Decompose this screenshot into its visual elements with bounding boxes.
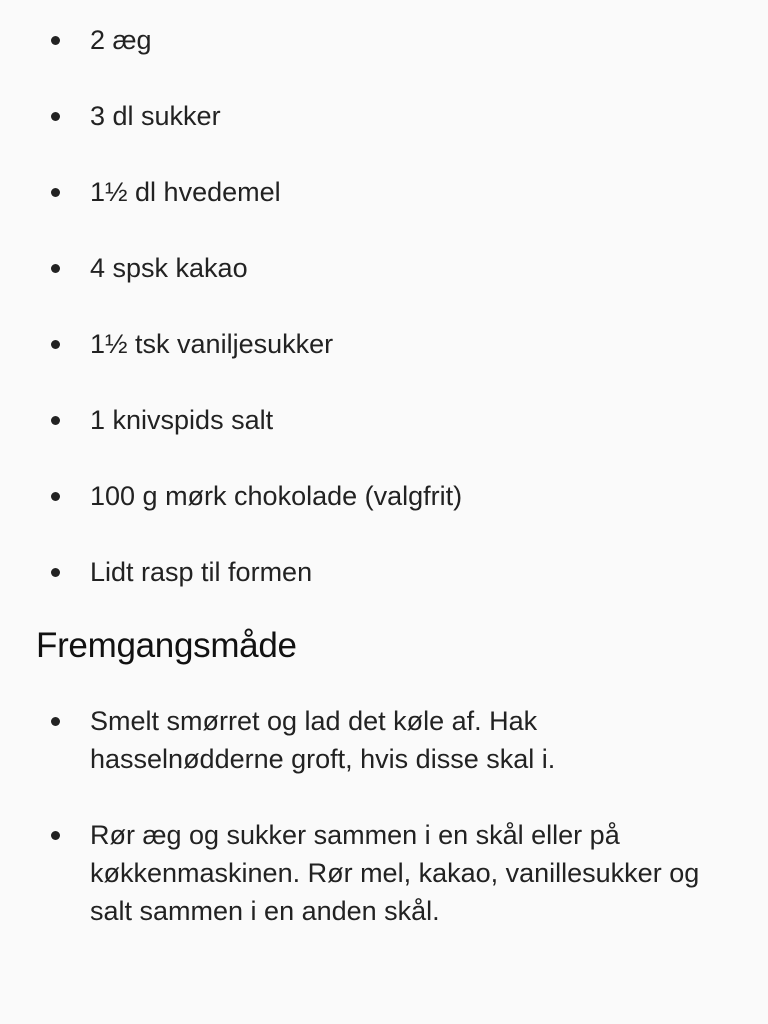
bullet-icon (51, 416, 60, 425)
bullet-icon (51, 188, 60, 197)
bullet-icon (51, 831, 60, 840)
list-item (36, 816, 732, 930)
bullet-icon (51, 568, 60, 577)
bullet-icon (51, 264, 60, 273)
bullet-icon (51, 717, 60, 726)
list-item (36, 250, 732, 286)
ingredient-text: 1½ tsk vaniljesukker (90, 329, 334, 359)
ingredient-text: Lidt rasp til formen (90, 557, 313, 587)
step-text: Smelt smørret og lad det køle af. Hak hasselnødderne groft, hvis disse skal i. (90, 706, 556, 774)
ingredient-text: 4 spsk kakao (90, 253, 248, 283)
list-item (36, 478, 732, 514)
bullet-icon (51, 492, 60, 501)
method-heading: Fremgangsmåde (36, 626, 297, 665)
ingredient-text: 2 æg (90, 25, 152, 55)
list-item (36, 174, 732, 210)
list-item (36, 702, 732, 778)
ingredient-text: 1 knivspids salt (90, 405, 274, 435)
bullet-icon (51, 36, 60, 45)
list-item (36, 402, 732, 438)
list-item (36, 554, 732, 590)
step-text: Rør æg og sukker sammen i en skål eller på køkkenmaskinen. Rør mel, kakao, vanillesukker og salt sammen i en anden skål. (90, 820, 700, 926)
ingredient-text: 1½ dl hvedemel (90, 177, 281, 207)
ingredient-list (36, 0, 732, 590)
bullet-icon (51, 112, 60, 121)
list-item (36, 326, 732, 362)
method-steps-list (36, 702, 732, 930)
list-item (36, 98, 732, 134)
list-item (36, 22, 732, 58)
ingredient-text: 100 g mørk chokolade (valgfrit) (90, 481, 463, 511)
bullet-icon (51, 340, 60, 349)
ingredient-text: 3 dl sukker (90, 101, 221, 131)
